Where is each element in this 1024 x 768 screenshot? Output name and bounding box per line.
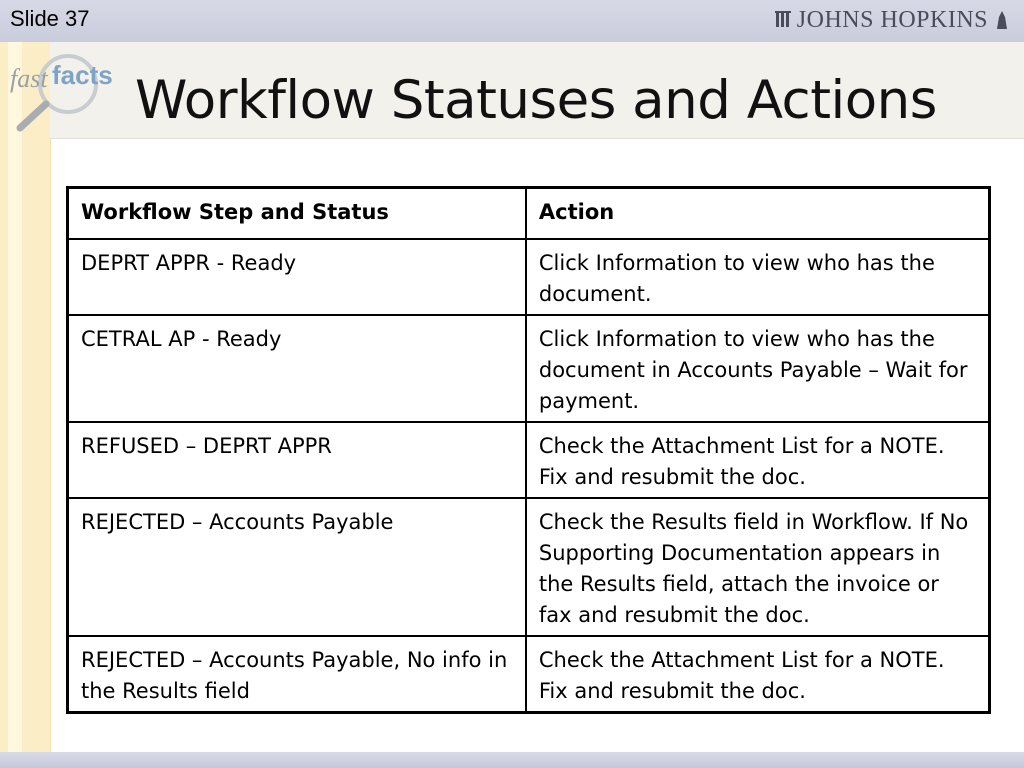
cell-status: REJECTED – Accounts Payable bbox=[68, 498, 526, 636]
cell-action: Click Information to view who has the document in Accounts Payable – Wait for payment. bbox=[526, 315, 990, 422]
table-header-row bbox=[68, 188, 990, 240]
table-row bbox=[68, 239, 990, 315]
cell-action: Check the Attachment List for a NOTE. Fix and resubmit the doc. bbox=[526, 422, 990, 498]
table-row bbox=[68, 636, 990, 713]
brand-name: JOHNS HOPKINS bbox=[796, 6, 988, 33]
table-row bbox=[68, 498, 990, 636]
table-row bbox=[68, 422, 990, 498]
cell-status: REFUSED – DEPRT APPR bbox=[68, 422, 526, 498]
slide-title: Workflow Statuses and Actions bbox=[135, 70, 937, 131]
workflow-status-table bbox=[66, 186, 991, 714]
university-seal-icon bbox=[775, 11, 791, 29]
brand-logo bbox=[775, 6, 1010, 34]
tower-icon bbox=[994, 11, 1010, 29]
column-header-step-status: Workflow Step and Status bbox=[68, 188, 526, 240]
workflow-table-container bbox=[66, 186, 991, 714]
cell-action: Check the Results field in Workflow. If No Supporting Documentation appears in the Results field, attach the invoice or fax and resubmit the doc. bbox=[526, 498, 990, 636]
logo-facts-text: facts bbox=[52, 60, 113, 90]
cell-status: DEPRT APPR - Ready bbox=[68, 239, 526, 315]
cell-status: CETRAL AP - Ready bbox=[68, 315, 526, 422]
cell-action: Click Information to view who has the document. bbox=[526, 239, 990, 315]
column-header-action: Action bbox=[526, 188, 990, 240]
bottom-bar bbox=[0, 752, 1024, 768]
left-decorative-stripe bbox=[8, 42, 22, 758]
slide-number: Slide 37 bbox=[10, 6, 90, 31]
table-row bbox=[68, 315, 990, 422]
top-bar bbox=[0, 0, 1024, 43]
cell-action: Check the Attachment List for a NOTE. Fix and resubmit the doc. bbox=[526, 636, 990, 713]
fastfacts-logo bbox=[6, 50, 116, 134]
logo-fast-text: fast bbox=[10, 64, 48, 93]
cell-status: REJECTED – Accounts Payable, No info in the Results field bbox=[68, 636, 526, 713]
